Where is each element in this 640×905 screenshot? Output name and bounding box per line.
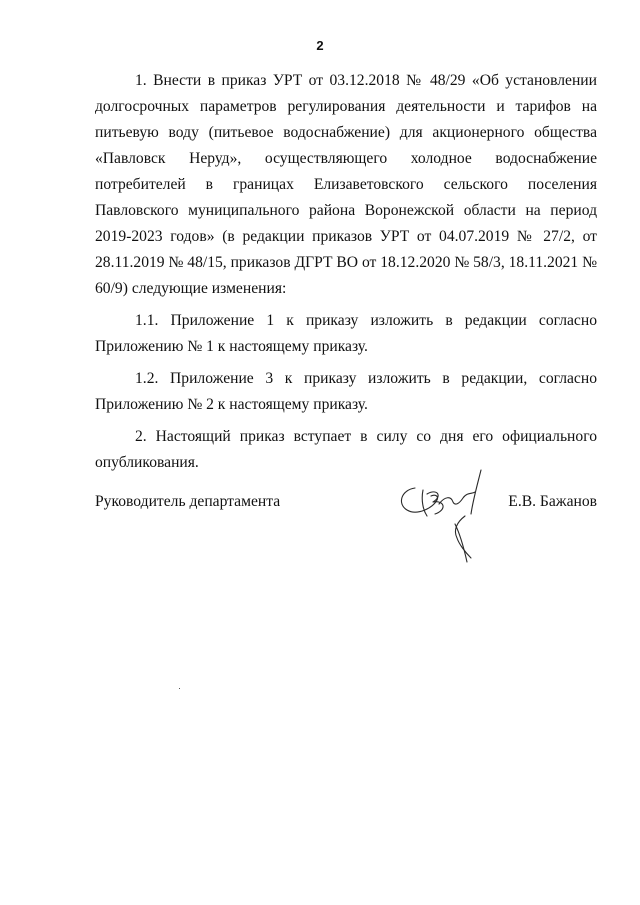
paragraph-amendment: 1. Внести в приказ УРТ от 03.12.2018 № 48/29 «Об установлении долгосрочных параметров регулирования деятельности и тарифов на питьевую воду (питьевое водоснабжение) для акционерного общества «Павловск Неруд», осуществляющего холодное водоснабжение потребителей в границах Елизаветовского сельского поселения Павловского муниципального района Воронежской области на период 2019-2023 годов» (в редакции приказов УРТ от 04.07.2019 № 27/2, от 28.11.2019 № 48/15, приказов ДГРТ ВО от 18.12.2020 № 58/3, 18.11.2021 № 60/9) следующие изменения: <box>95 72 597 297</box>
page-number: 2 <box>316 38 324 53</box>
scan-speck <box>179 688 180 689</box>
paragraph-appendix-3: 1.2. Приложение 3 к приказу изложить в редакции, согласно Приложению № 2 к настоящему приказу. <box>95 370 597 413</box>
handwritten-signature <box>393 466 505 566</box>
signer-name: Е.В. Бажанов <box>508 493 597 510</box>
signer-title: Руководитель департамента <box>95 493 281 510</box>
paragraph-effective-date: 2. Настоящий приказ вступает в силу со дня его официального опубликования. <box>95 428 597 471</box>
paragraph-appendix-1: 1.1. Приложение 1 к приказу изложить в редакции согласно Приложению № 1 к настоящему приказу. <box>95 312 597 355</box>
document-body <box>95 68 597 476</box>
